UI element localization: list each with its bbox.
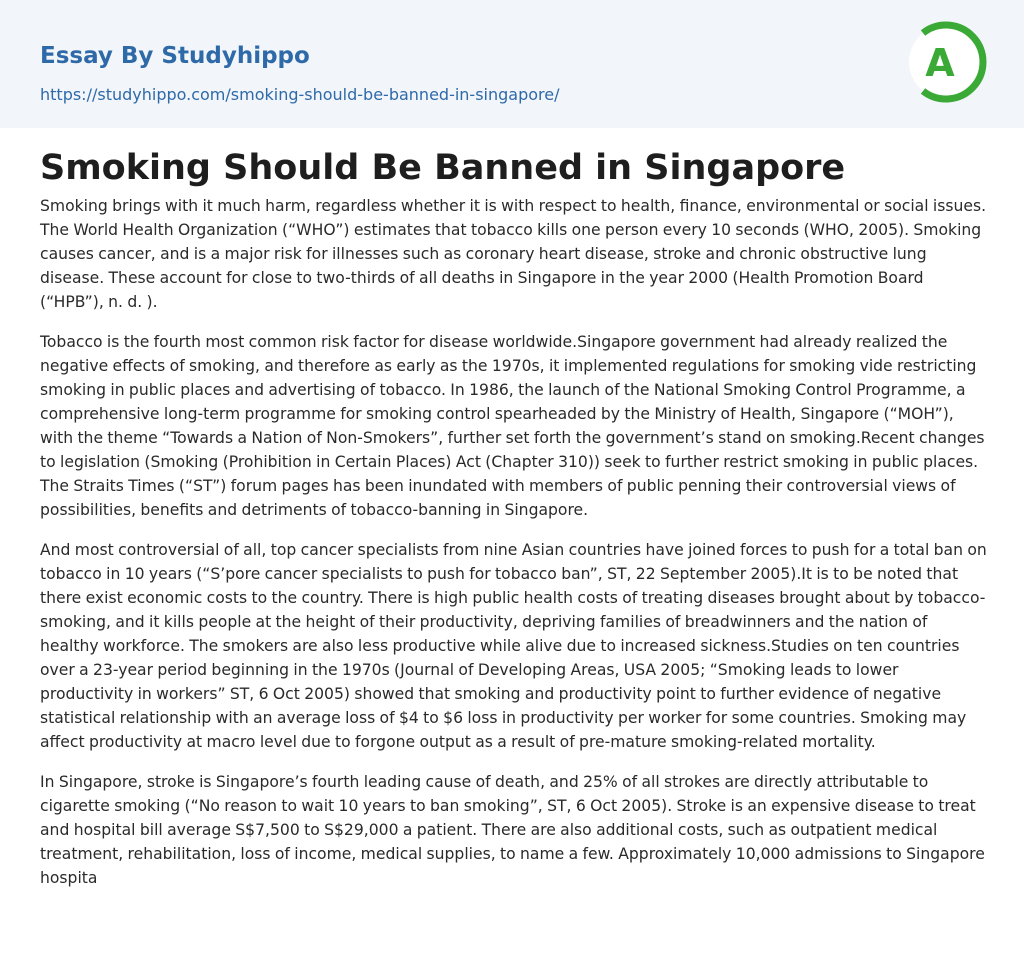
essay-paragraph: And most controversial of all, top cancer specialists from nine Asian countries have joined forces to push for a total ban on tobacco in 10 years (“S’pore cancer specialists to push for tobacco ban”, ST, 22 September 2005).It is to be noted that there exist economic costs to the country. There is high public health costs of treating diseases brought about by tobacco-smoking, and it kills people at the height of their productivity, depriving families of breadwinners and the nation of healthy workforce. The smokers are also less productive while alive due to increased sickness.Studies on ten countries over a 23-year period beginning in the 1970s (Journal of Developing Areas, USA 2005; “Smoking leads to lower productivity in workers” ST, 6 Oct 2005) showed that smoking and productivity point to further evidence of negative statistical relationship with an average loss of $4 to $6 loss in productivity per worker for some countries. Smoking may affect productivity at macro level due to forgone output as a result of pre-mature smoking-related mortality. xyxy=(40,541,987,751)
studyhippo-logo[interactable] xyxy=(908,18,988,106)
brand-title[interactable]: Essay By Studyhippo xyxy=(40,43,310,69)
essay-body xyxy=(40,194,988,906)
essay-paragraph: In Singapore, stroke is Singapore’s fourth leading cause of death, and 25% of all strokes are directly attributable to cigarette smoking (“No reason to wait 10 years to ban smoking”, ST, 6 Oct 2005). Stroke is an expensive disease to treat and hospital bill average S$7,500 to S$29,000 a patient. There are also additional costs, such as outpatient medical treatment, rehabilitation, loss of income, medical supplies, to name a few. Approximately 10,000 admissions to Singapore hospita xyxy=(40,773,985,887)
essay-paragraph: Tobacco is the fourth most common risk factor for disease worldwide.Singapore government had already realized the negative effects of smoking, and therefore as early as the 1970s, it implemented regulations for smoking vide restricting smoking in public places and advertising of tobacco. In 1986, the launch of the National Smoking Control Programme, a comprehensive long-term programme for smoking control spearheaded by the Ministry of Health, Singapore (“MOH”), with the theme “Towards a Nation of Non-Smokers”, further set forth the government’s stand on smoking.Recent changes to legislation (Smoking (Prohibition in Certain Places) Act (Chapter 310)) seek to further restrict smoking in public places. The Straits Times (“ST”) forum pages has been inundated with members of public penning their controversial views of possibilities, benefits and detriments of tobacco-banning in Singapore. xyxy=(40,333,985,519)
page-title: Smoking Should Be Banned in Singapore xyxy=(40,148,846,188)
site-header xyxy=(0,0,1024,128)
essay-paragraph: Smoking brings with it much harm, regardless whether it is with respect to health, finance, environmental or social issues. The World Health Organization (“WHO”) estimates that tobacco kills one person every 10 seconds (WHO, 2005). Smoking causes cancer, and is a major risk for illnesses such as coronary heart disease, stroke and chronic obstructive lung disease. These account for close to two-thirds of all deaths in Singapore in the year 2000 (Health Promotion Board (“HPB”), n. d. ). xyxy=(40,197,987,311)
logo-ring-icon xyxy=(908,18,988,106)
source-url-link[interactable]: https://studyhippo.com/smoking-should-be-banned-in-singapore/ xyxy=(40,85,560,104)
logo-letter: A xyxy=(925,41,955,85)
